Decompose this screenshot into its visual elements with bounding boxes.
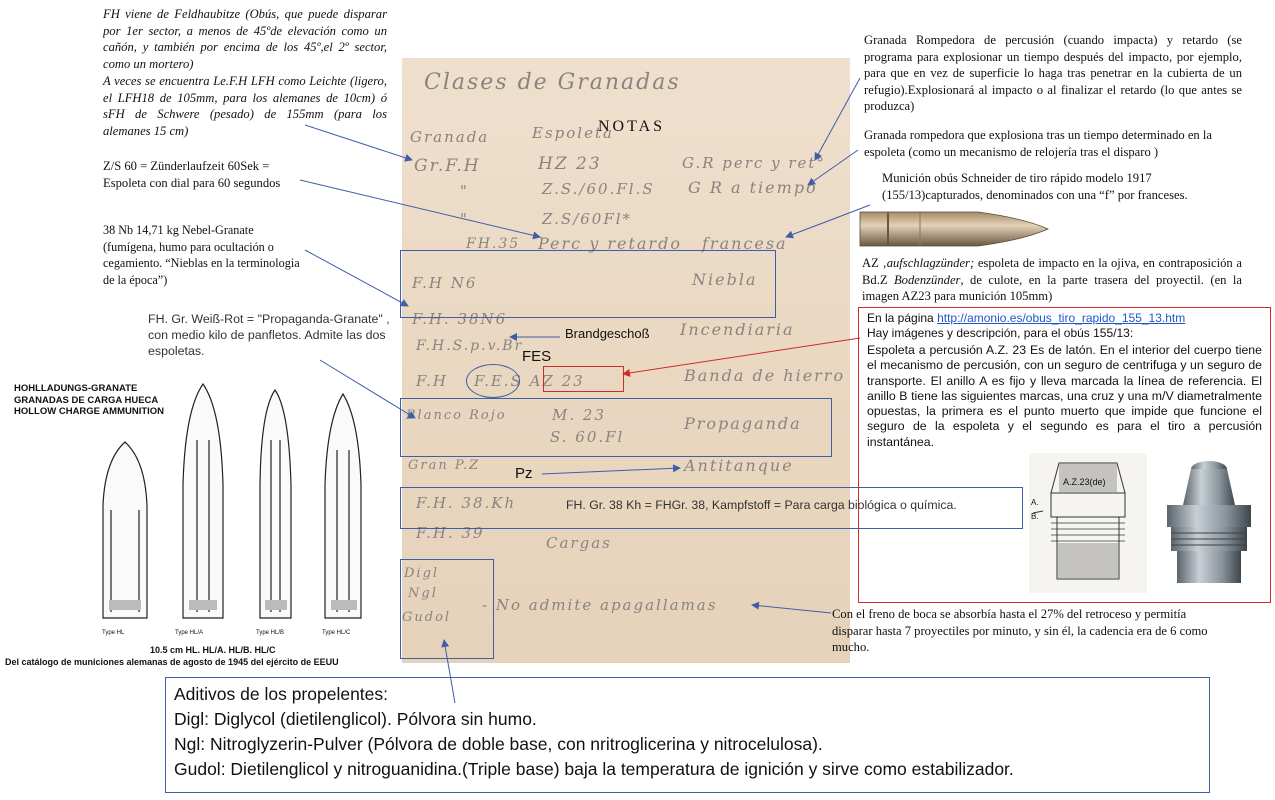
row-13-a: F.H. 39 [416,524,485,542]
row-11-a: Gran P.Z [408,458,481,473]
note-rompedora-percusion: Granada Rompedora de percusión (cuando impacta) y retardo (se programa para explosionar un tiempo después del impacto, por ejemplo, para que en vez de superficie lo haga tras penetrar en la cubierta de un refugio).Explosionará al impacto o al finalizar el retardo (lo que antes se produzca) [864,33,1242,113]
az23-panel [858,307,1271,603]
projectile-photo [858,204,1050,254]
drawing-az23-label: A.Z.23(de) [1063,477,1106,487]
az23-description: Espoleta a percusión A.Z. 23 Es de latón. En el interior del cuerpo tiene el mecanismo de percusión, con un seguro de centrifuga y un seguro de transporte. El anillo A es fijo y lleva marcada la línea de referencia. El anillo B tiene las siguientes marcas, una cruz y una m/V diametralmente opuestas, la primera es el punto muerto que impide que funcione el seguro de la espoleta y el segundo es para el tiro a percusión instantánea. [867,343,1262,449]
az-desc-1: espoleta de impacto en la ojiva, en contraposición a Bd.Z [862,256,1242,287]
notes-header: Clases de Granadas [424,70,681,95]
hohl-type-hla: Type HL/A [175,630,204,636]
row-17-a: Gudol [402,610,452,625]
row-8-c: Banda de hierro [684,366,846,385]
notes-col-notas: NOTAS [598,118,666,135]
label-pz: Pz [515,465,533,482]
row-2-a: " [460,182,469,200]
az-german-term: ‚aufschlagzünder; [882,256,975,270]
az23-fuze-photo [1155,453,1263,593]
az23-panel-source [867,311,1262,341]
note-nebel: 38 Nb 14,71 kg Nebel-Granate (fumígena, humo para ocultación o cegamiento. “Nieblas en la terminologia de la época”) [103,223,300,287]
row-15-a: Digl [404,566,440,581]
row-8-b: F.E.S AZ 23 [474,372,585,390]
row-1-b: HZ 23 [538,154,602,174]
hohl-source: Del catálogo de municiones alemanas de agosto de 1945 del ejército de EEUU [5,657,339,667]
row-2-c: G R a tiempo [688,178,818,197]
note-feldhaubitze: FH viene de Feldhaubitze (Obús, que puede disparar por 1er sector, a menos de 45ºde elevación como un cañón, y también por encima de los 45º,el 2º sector, como un mortero) [103,7,387,71]
az23-drawing [1029,453,1147,593]
row-7-a: F.H.S.p.v.Br [416,338,524,354]
notes-col-espoleta: Espoleta [532,124,614,142]
row-5-c: Niebla [692,270,758,289]
row-12-a: F.H. 38.Kh [416,494,517,512]
note-kampfstoff: FH. Gr. 38 Kh = FHGr. 38, Kampfstoff = Para carga biológica o química. [566,498,957,512]
row-7-c: Incendiaria [680,320,795,339]
row-1-c: G.R perc y ret° [682,154,826,172]
page-line-2: Hay imágenes y descripción, para el obús 155/13: [867,326,1134,340]
additive-gudol: Gudol: Dietilenglicol y nitroguanidina.(Triple base) baja la temperatura de ignición y sirve como estabilizador. [174,759,1014,779]
hohl-type-hlc: Type HL/C [322,630,351,636]
row-6-a: F.H. 38N6 [412,310,508,328]
row-5-a: F.H N6 [412,274,478,292]
note-freno-de-boca: Con el freno de boca se absorbía hasta el 27% del retroceso y permitía disparar hasta 7 proyectiles por minuto, y sin él, la cadencia era de 6 como mucho. [832,607,1208,654]
svg-text:A.: A. [1031,498,1039,507]
hohl-title-de: HOHLLADUNGS-GRANATE [14,383,138,394]
row-17-b: - No admite apagallamas [482,596,718,614]
notes-col-granada: Granada [410,128,490,146]
note-az-aufschlagzunder [862,255,1242,305]
row-9-b: M. 23 [552,406,606,424]
hohl-title-en: HOLLOW CHARGE AMMUNITION [14,406,165,417]
row-16-a: Ngl [408,586,438,601]
row-9-a: Blanco Rojo [406,408,507,423]
amonio-link[interactable]: http://amonio.es/obus_tiro_rapido_155_13.htm [937,311,1186,325]
az-term: AZ [862,256,879,270]
row-4-b: Perc y retardo [538,234,682,253]
row-2-b: Z.S./60.Fl.S [542,180,655,198]
note-schneider: Munición obús Schneider de tiro rápido modelo 1917 (155/13)capturados, denominados con una “f” por franceses. [882,171,1188,202]
row-14-b: Cargas [546,534,612,552]
additive-ngl: Ngl: Nitroglyzerin-Pulver (Pólvora de doble base, con nritroglicerina y nitrocelulosa). [174,734,823,754]
additives-title: Aditivos de los propelentes: [174,684,389,704]
row-1-a: Gr.F.H [414,156,481,176]
hohl-type-hlb: Type HL/B [256,630,285,636]
row-11-c: Antitanque [684,456,794,475]
hohl-type-hl: Type HL [102,630,125,636]
row-8-a: F.H [416,372,448,390]
row-9-c: Propaganda [684,414,802,433]
label-brandgeschoss: Brandgeschoß [565,326,650,341]
hohl-title-es: GRANADAS DE CARGA HUECA [14,394,159,406]
az-desc-2: , de culote, en la parte trasera del proyectil. (en la imagen AZ23 para munición 105mm) [862,272,1242,303]
additive-digl: Digl: Diglycol (dietilenglicol). Pólvora sin humo. [174,709,537,729]
hohl-caption: 10.5 cm HL. HL/A. HL/B. HL/C [150,645,276,655]
note-zs60: Z/S 60 = Zünderlaufzeit 60Sek = Espoleta con dial para 60 segundos [103,159,281,190]
note-lefh-sfh: A veces se encuentra Le.F.H LFH como Leichte (ligero, el LFH18 de 105mm, para los alemanes de 10cm) ó sFH de Schwere (pesado) de 155mm (para los alemanes 15 cm) [103,74,387,138]
note-weissrot: FH. Gr. Weiß-Rot = "Propaganda-Granate" , con medio kilo de panfletos. Admite las dos espoletas. [148,312,390,358]
row-10-b: S. 60.Fl [550,428,625,446]
propellant-additives-box [165,677,1210,793]
az-bodenzunder: Bodenzünder [893,272,961,287]
hollow-charge-drawings [85,380,385,630]
row-4-c: francesa [702,234,788,253]
label-fes: FES [522,348,552,365]
page-prefix: En la página [867,311,938,325]
row-4-a: FH.35 [466,236,521,252]
note-rompedora-tiempo: Granada rompedora que explosiona tras un tiempo determinado en la espoleta (como un mecanismo de relojería tras el disparo ) [864,128,1212,159]
row-3-b: Z.S/60Fl* [542,210,633,228]
row-3-a: " [460,210,469,228]
svg-text:B.: B. [1031,512,1039,521]
